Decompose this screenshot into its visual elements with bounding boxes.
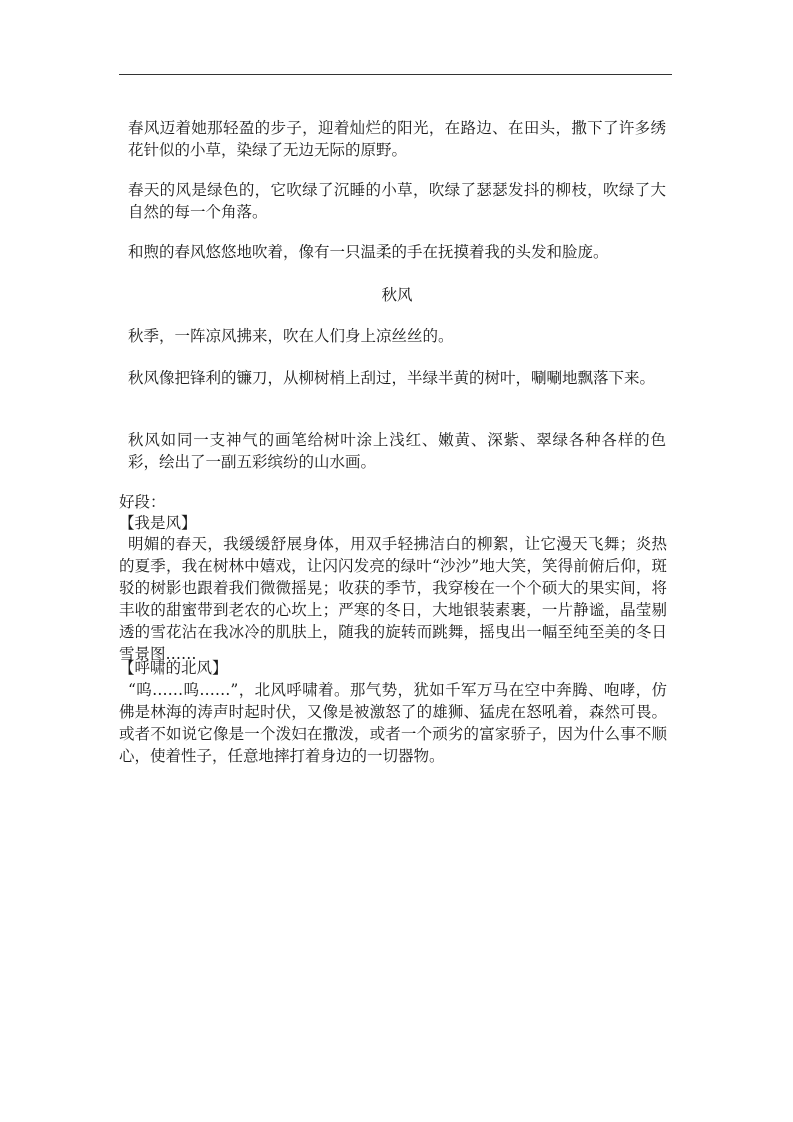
header-rule <box>119 74 672 75</box>
spring-paragraph-2: 春天的风是绿色的，它吹绿了沉睡的小草，吹绿了瑟瑟发抖的柳枝，吹绿了大自然的每一个角落。 <box>128 181 666 221</box>
spring-paragraph-1: 春风迈着她那轻盈的步子，迎着灿烂的阳光，在路边、在田头，撒下了许多绣花针似的小草，染绿了无边无际的原野。 <box>128 119 666 159</box>
passage-title-wind: 【我是风】 <box>119 514 197 532</box>
autumn-title: 秋风 <box>381 286 413 304</box>
passage-text-north-wind: “呜……呜……”，北风呼啸着。那气势，犹如千军万马在空中奔腾、咆哮，仿佛是林海的涛声时起时伏，又像是被激怒了的雄狮、猛虎在怒吼着，森然可畏。或者不如说它像是一个泼妇在撒泼，或者一个顽劣的富家骄子，因为什么事不顺心，使着性子，任意地摔打着身边的一切器物。 <box>119 681 667 765</box>
autumn-paragraph-2: 秋风像把锋利的镰刀，从柳树梢上刮过，半绿半黄的树叶，唰唰地飘落下来。 <box>128 369 656 387</box>
good-passages-heading: 好段： <box>119 493 166 511</box>
passage-text-wind: 明媚的春天，我缓缓舒展身体，用双手轻拂洁白的柳絮，让它漫天飞舞；炎热的夏季，我在树林中嬉戏，让闪闪发亮的绿叶“沙沙”地大笑，笑得前俯后仰，斑驳的树影也跟着我们微微摇晃；收获的季节，我穿梭在一个个硕大的果实间，将丰收的甜蜜带到老农的心坎上；严寒的冬日，大地银装素裹，一片静谧，晶莹剔透的雪花沾在我冰冷的肌肤上，随我的旋转而跳舞，摇曳出一幅至纯至美的冬日雪景图…… <box>119 535 667 663</box>
autumn-paragraph-1: 秋季，一阵凉风拂来，吹在人们身上凉丝丝的。 <box>128 327 454 345</box>
passage-title-north-wind: 【呼啸的北风】 <box>119 659 228 677</box>
spring-paragraph-3: 和煦的春风悠悠地吹着，像有一只温柔的手在抚摸着我的头发和脸庞。 <box>128 243 609 261</box>
autumn-paragraph-3: 秋风如同一支神气的画笔给树叶涂上浅红、嫩黄、深紫、翠绿各种各样的色彩，绘出了一副五彩缤纷的山水画。 <box>128 431 666 471</box>
